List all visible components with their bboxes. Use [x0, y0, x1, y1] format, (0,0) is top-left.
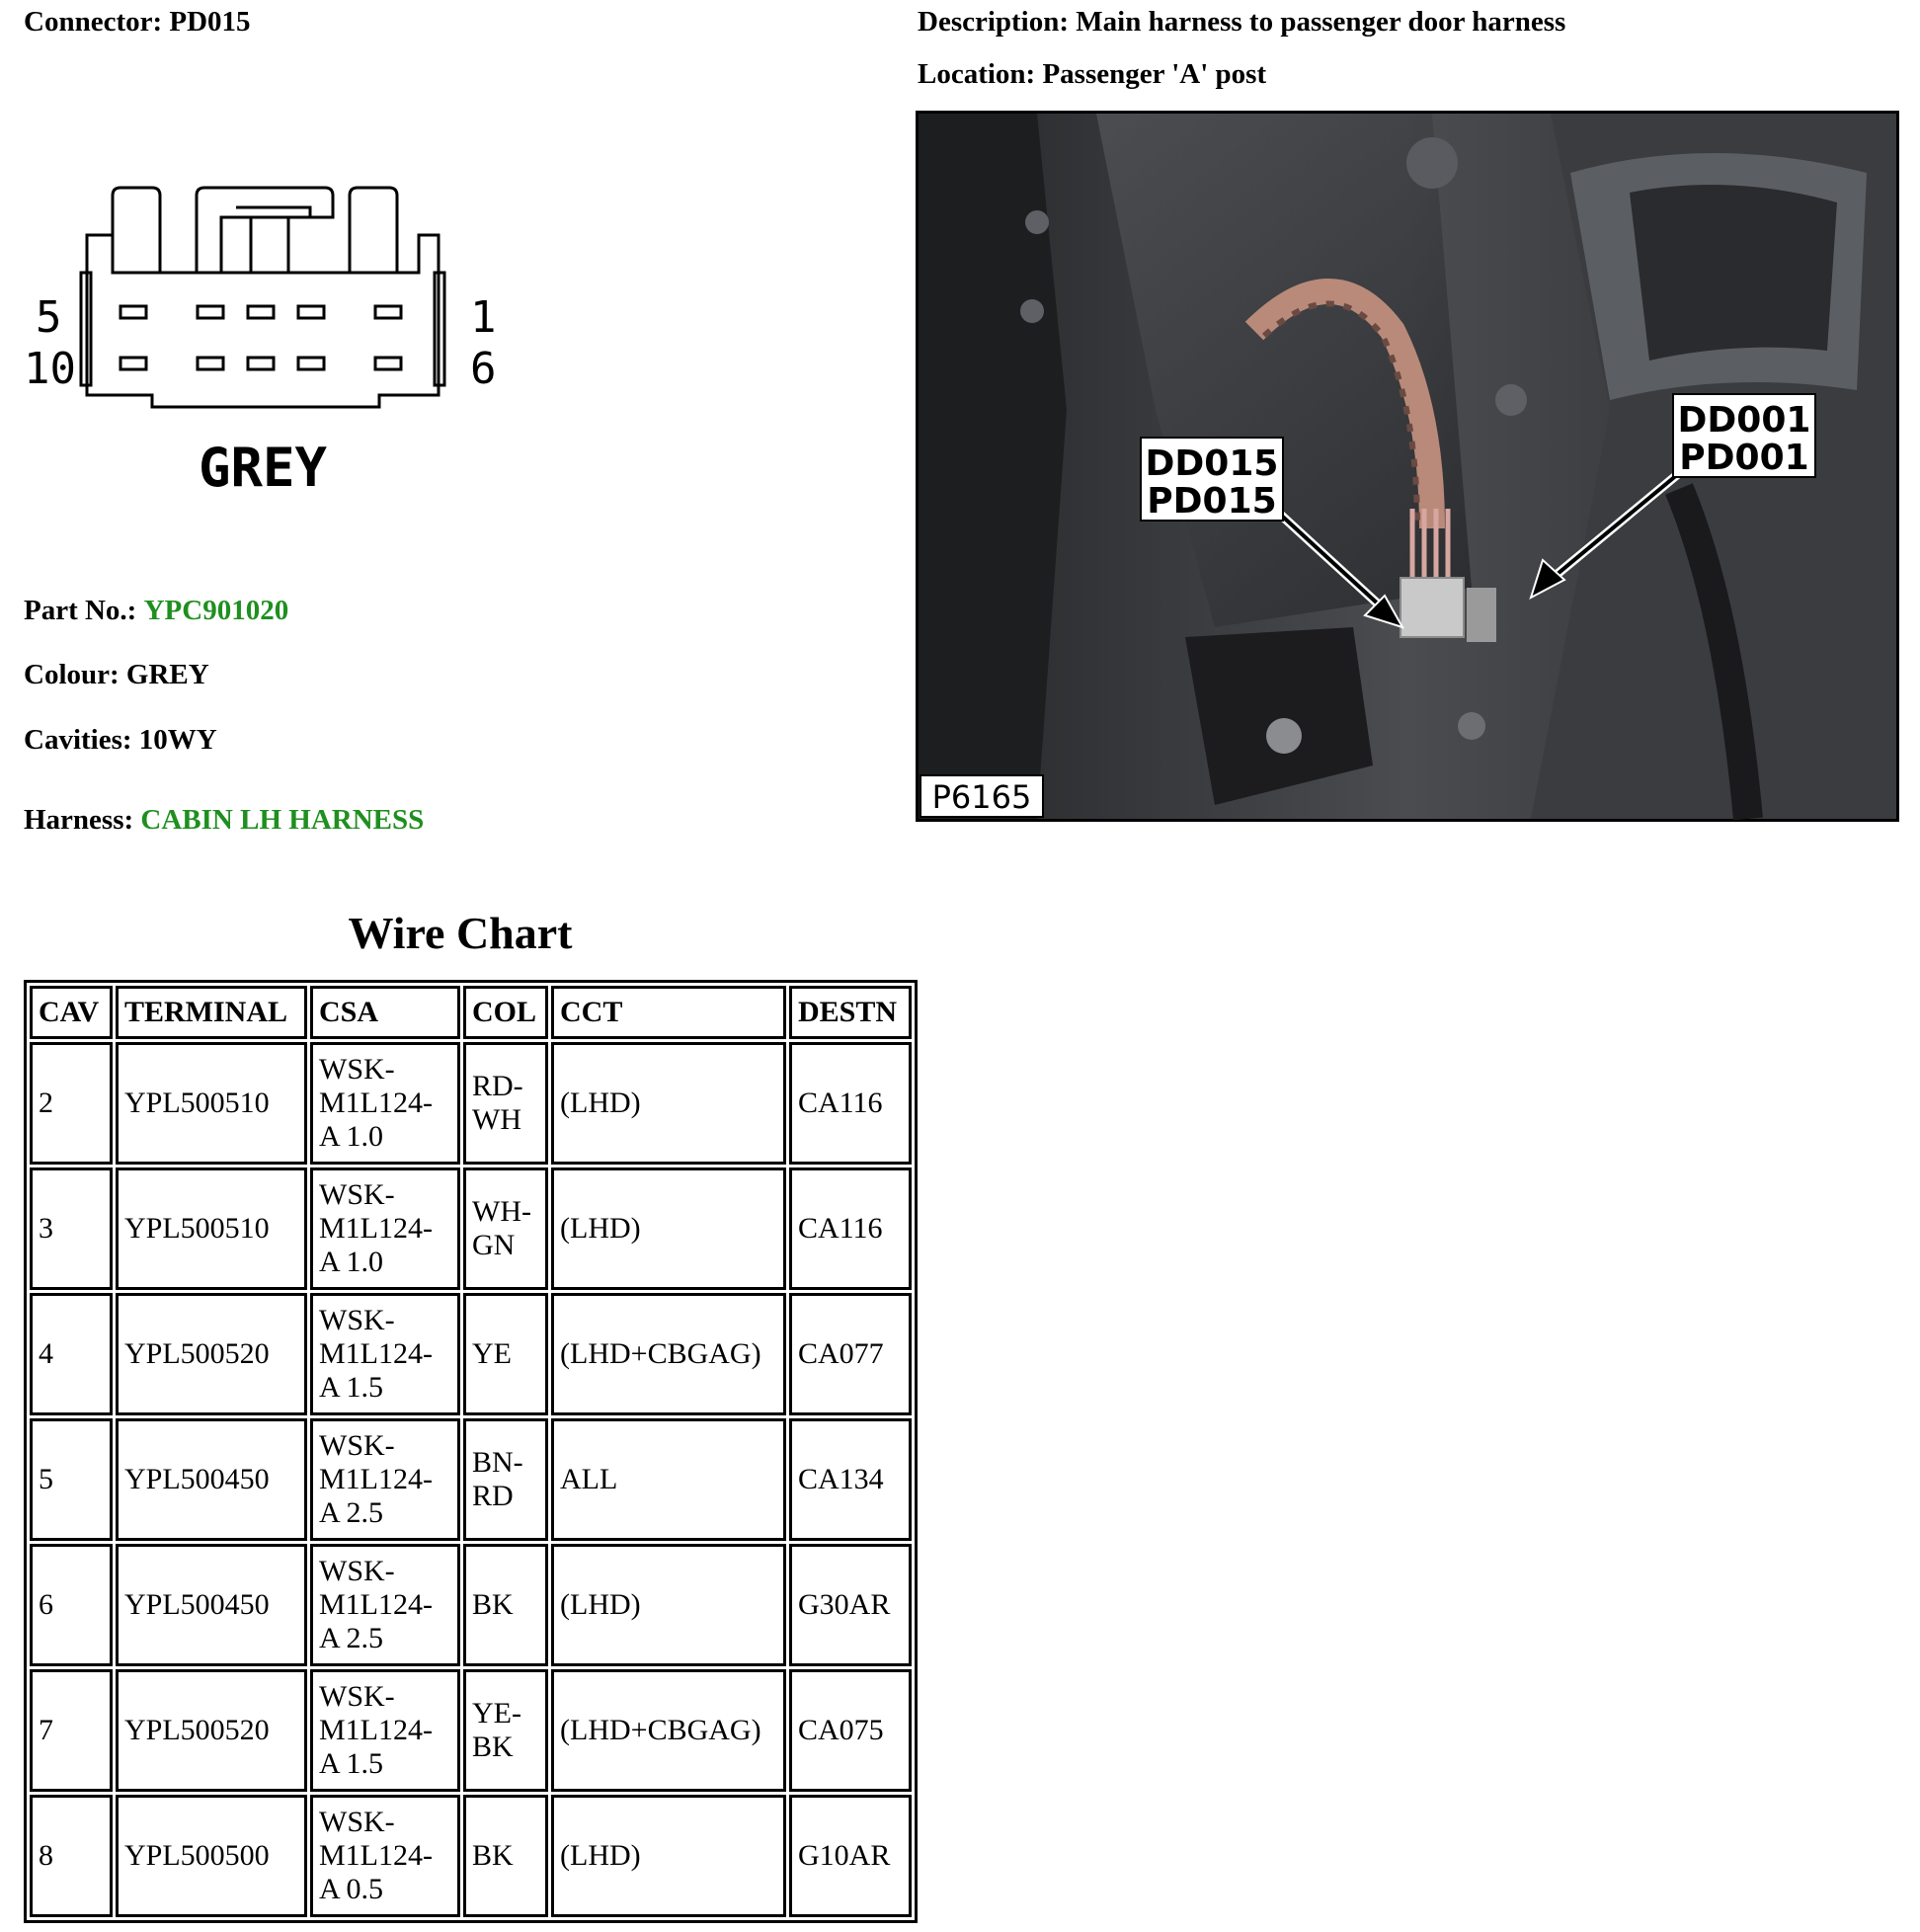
pin-number-6: 6 — [470, 344, 497, 394]
cell-cct: (LHD) — [551, 1042, 786, 1165]
pinout-colour-label: GREY — [198, 437, 328, 499]
description-label: Description: — [918, 6, 1070, 38]
cell-csa: WSK-M1L124-A 1.0 — [310, 1167, 460, 1290]
table-row — [30, 1293, 912, 1415]
colour-line — [24, 659, 209, 691]
part-number-line — [24, 595, 288, 627]
cell-col: WH-GN — [463, 1167, 548, 1290]
header-col: COL — [463, 986, 548, 1039]
cell-destn: CA077 — [789, 1293, 912, 1415]
cell-cav: 8 — [30, 1795, 113, 1917]
left-callout-line1: DD015 — [1145, 443, 1279, 484]
location-photo — [916, 111, 1899, 822]
cell-destn: CA134 — [789, 1418, 912, 1541]
cell-terminal: YPL500450 — [116, 1544, 307, 1666]
cell-col: YE — [463, 1293, 548, 1415]
header-cav: CAV — [30, 986, 113, 1039]
cell-terminal: YPL500520 — [116, 1669, 307, 1792]
cell-cct: (LHD) — [551, 1544, 786, 1666]
header-csa: CSA — [310, 986, 460, 1039]
part-number-link[interactable]: YPC901020 — [143, 595, 289, 626]
header-destn: DESTN — [789, 986, 912, 1039]
table-row — [30, 1544, 912, 1666]
cell-terminal: YPL500510 — [116, 1042, 307, 1165]
header-terminal: TERMINAL — [116, 986, 307, 1039]
cell-cct: (LHD) — [551, 1795, 786, 1917]
cell-cav: 5 — [30, 1418, 113, 1541]
cell-csa: WSK-M1L124-A 1.0 — [310, 1042, 460, 1165]
connector-pinout-diagram — [24, 178, 497, 504]
cell-cav: 7 — [30, 1669, 113, 1792]
table-row — [30, 1795, 912, 1917]
cell-cav: 6 — [30, 1544, 113, 1666]
header-cct: CCT — [551, 986, 786, 1039]
cell-csa: WSK-M1L124-A 0.5 — [310, 1795, 460, 1917]
cell-cct: ALL — [551, 1418, 786, 1541]
cell-col: BN-RD — [463, 1418, 548, 1541]
harness-link[interactable]: CABIN LH HARNESS — [140, 804, 425, 836]
cell-cct: (LHD+CBGAG) — [551, 1669, 786, 1792]
harness-label: Harness: — [24, 804, 134, 836]
cell-col: BK — [463, 1795, 548, 1917]
cell-csa: WSK-M1L124-A 2.5 — [310, 1544, 460, 1666]
cell-terminal: YPL500450 — [116, 1418, 307, 1541]
right-callout-line1: DD001 — [1677, 400, 1811, 441]
cell-col: YE-BK — [463, 1669, 548, 1792]
cell-cct: (LHD) — [551, 1167, 786, 1290]
wire-chart-header-row — [30, 986, 912, 1039]
cell-destn: CA075 — [789, 1669, 912, 1792]
photo-id-label: P6165 — [931, 778, 1032, 816]
pin-number-1: 1 — [470, 292, 497, 343]
table-row — [30, 1042, 912, 1165]
wire-chart-table — [24, 980, 918, 1923]
colour-label: Colour: — [24, 659, 120, 690]
cell-cav: 3 — [30, 1167, 113, 1290]
description-value: Main harness to passenger door harness — [1076, 6, 1566, 38]
cell-destn: CA116 — [789, 1042, 912, 1165]
right-callout-line2: PD001 — [1679, 438, 1809, 478]
cell-cct: (LHD+CBGAG) — [551, 1293, 786, 1415]
cell-csa: WSK-M1L124-A 1.5 — [310, 1669, 460, 1792]
table-row — [30, 1167, 912, 1290]
cell-cav: 4 — [30, 1293, 113, 1415]
pin-number-5: 5 — [36, 292, 62, 343]
colour-value: GREY — [125, 659, 209, 690]
part-number-label: Part No.: — [24, 595, 137, 626]
connector-value: PD015 — [169, 6, 251, 38]
cell-col: RD-WH — [463, 1042, 548, 1165]
connector-label: Connector: — [24, 6, 163, 38]
cell-terminal: YPL500500 — [116, 1795, 307, 1917]
wire-chart-title: Wire Chart — [348, 908, 573, 958]
cell-destn: CA116 — [789, 1167, 912, 1290]
description-line — [918, 6, 1565, 39]
cell-cav: 2 — [30, 1042, 113, 1165]
connector-heading — [24, 6, 251, 39]
location-line — [918, 58, 1266, 91]
cell-csa: WSK-M1L124-A 1.5 — [310, 1293, 460, 1415]
cell-destn: G10AR — [789, 1795, 912, 1917]
harness-line — [24, 804, 424, 837]
pin-number-10: 10 — [24, 344, 76, 394]
cavities-value: 10WY — [138, 724, 217, 756]
cell-terminal: YPL500520 — [116, 1293, 307, 1415]
cavities-line — [24, 724, 217, 757]
location-value: Passenger 'A' post — [1042, 58, 1267, 90]
cell-csa: WSK-M1L124-A 2.5 — [310, 1418, 460, 1541]
left-callout-line2: PD015 — [1147, 481, 1277, 522]
cell-col: BK — [463, 1544, 548, 1666]
table-row — [30, 1418, 912, 1541]
cell-terminal: YPL500510 — [116, 1167, 307, 1290]
location-label: Location: — [918, 58, 1036, 90]
table-row — [30, 1669, 912, 1792]
cavities-label: Cavities: — [24, 724, 132, 756]
cell-destn: G30AR — [789, 1544, 912, 1666]
